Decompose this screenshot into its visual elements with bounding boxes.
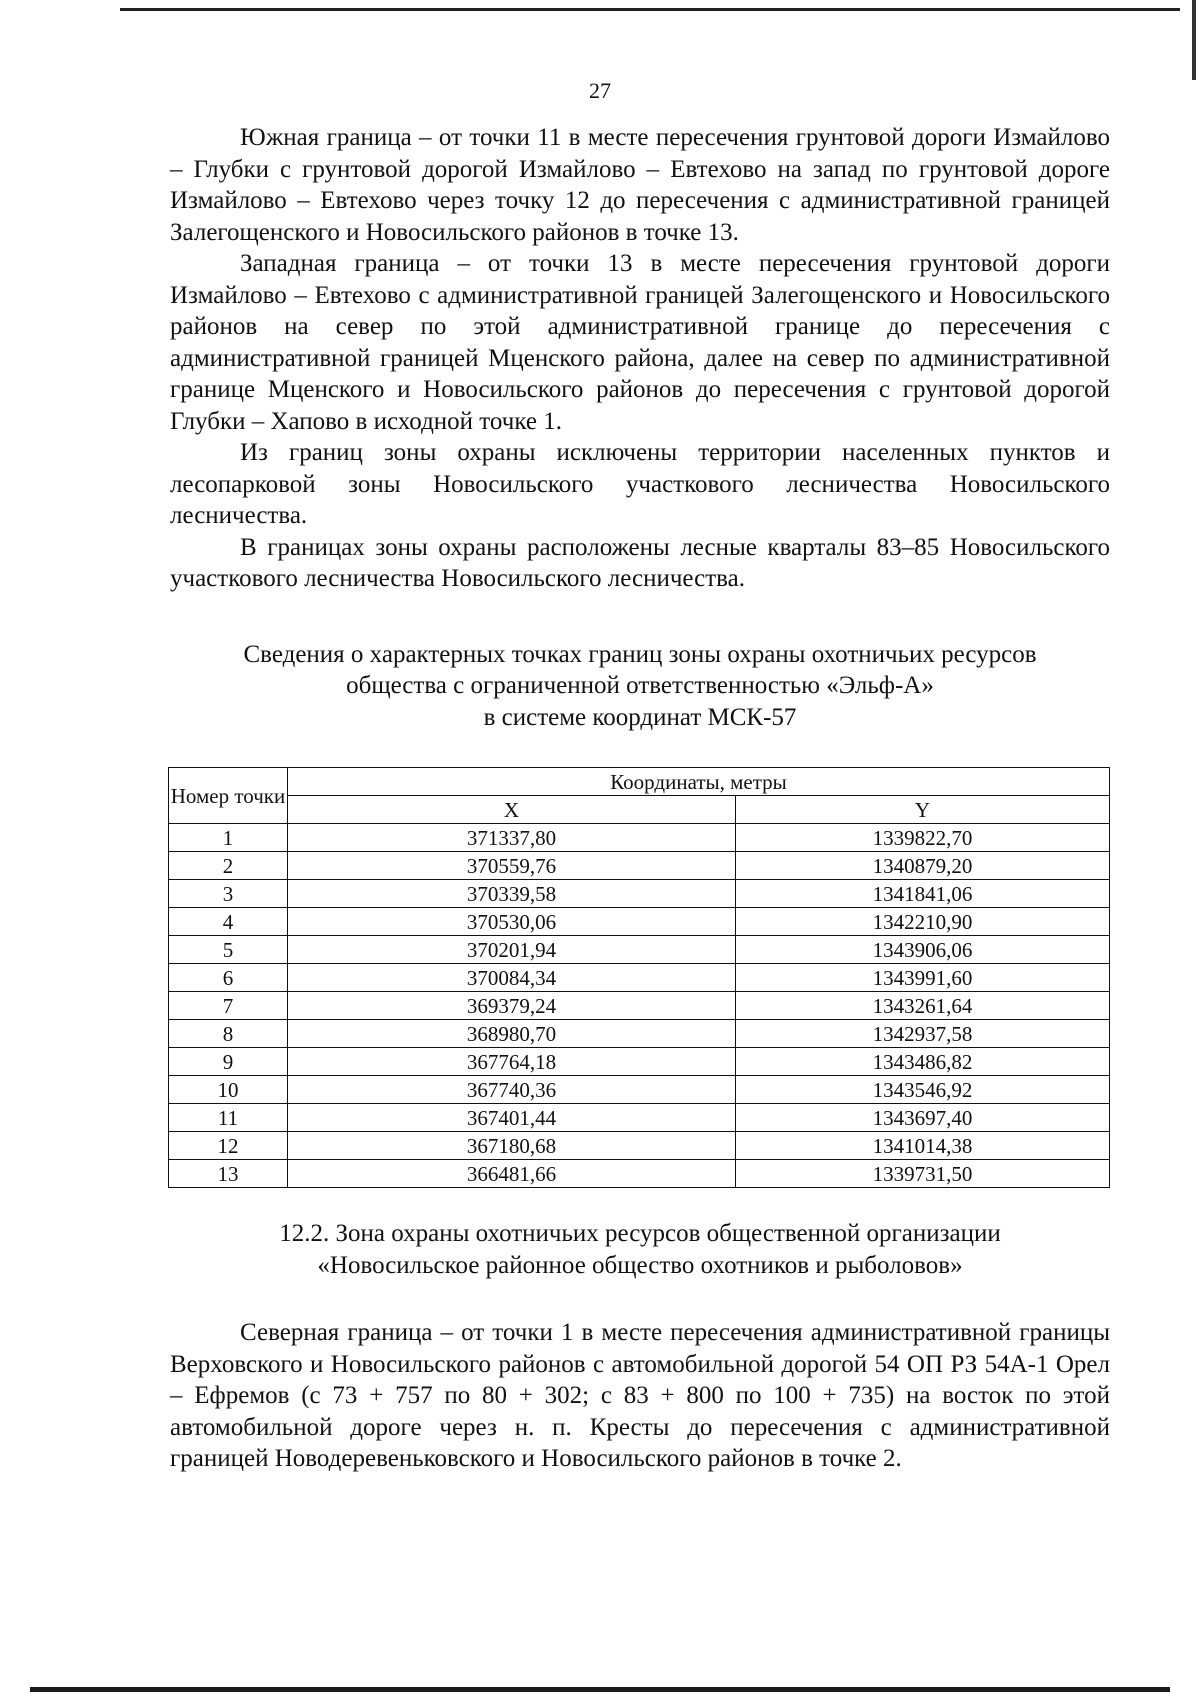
header-point-number: Номер точки — [169, 768, 288, 824]
table-row — [169, 880, 1110, 908]
cell-y: 1343906,06 — [736, 936, 1110, 964]
document-body — [170, 122, 1110, 1475]
cell-y: 1342210,90 — [736, 908, 1110, 936]
paragraph-north-border: Северная граница – от точки 1 в месте пересечения административной границы Верховского и Новосильского районов с автомобильной дорогой 54 ОП РЗ 54А-1 Орел – Ефремов (с 73 + 757 по 80 + 302; с 83 + 800 по 100 + 735) на восток по этой автомобильной дороге через н. п. Кресты до пересечения с административной границей Новодеревеньковского и Новосильского районов в точке 2. — [170, 1319, 1110, 1472]
table-header-row — [169, 768, 1110, 796]
table-row — [169, 1104, 1110, 1132]
cell-point-number: 5 — [169, 936, 288, 964]
table-row — [169, 1076, 1110, 1104]
cell-y: 1341014,38 — [736, 1132, 1110, 1160]
cell-x: 370339,58 — [288, 880, 736, 908]
cell-point-number: 4 — [169, 908, 288, 936]
cell-x: 367401,44 — [288, 1104, 736, 1132]
page-number: 27 — [589, 78, 611, 103]
section-heading-line: «Новосильское районное общество охотников и рыболовов» — [317, 1251, 963, 1279]
cell-point-number: 12 — [169, 1132, 288, 1160]
paragraph-forest-quarters: В границах зоны охраны расположены лесные кварталы 83–85 Новосильского участкового лесничества Новосильского лесничества. — [170, 533, 1110, 592]
cell-point-number: 2 — [169, 852, 288, 880]
paragraph-west-border: Западная граница – от точки 13 в месте пересечения грунтовой дороги Измайлово – Евтехово с административной границей Залегощенского и Новосильского районов на север по этой административной границе до пересечения с административной границей Мценского района, далее на север по административной границе Мценского и Новосильского районов до пересечения с грунтовой дорогой Глубки – Хапово в исходной точке 1. — [170, 250, 1110, 435]
table-row — [169, 1160, 1110, 1188]
scan-border-bottom — [30, 1687, 1170, 1692]
cell-point-number: 6 — [169, 964, 288, 992]
cell-y: 1343546,92 — [736, 1076, 1110, 1104]
cell-x: 367764,18 — [288, 1048, 736, 1076]
section-heading-line: 12.2. Зона охраны охотничьих ресурсов общественной организации — [279, 1220, 1001, 1247]
cell-y: 1343486,82 — [736, 1048, 1110, 1076]
cell-x: 370201,94 — [288, 936, 736, 964]
table-header-row — [169, 796, 1110, 824]
table-row — [169, 936, 1110, 964]
cell-y: 1343697,40 — [736, 1104, 1110, 1132]
cell-y: 1343261,64 — [736, 992, 1110, 1020]
table-body — [169, 824, 1110, 1188]
cell-x: 367180,68 — [288, 1132, 736, 1160]
table-row — [169, 1048, 1110, 1076]
cell-x: 370084,34 — [288, 964, 736, 992]
table-row — [169, 852, 1110, 880]
cell-x: 367740,36 — [288, 1076, 736, 1104]
header-x: X — [288, 796, 736, 824]
table-heading-line: в системе координат МСК-57 — [483, 703, 797, 731]
table-heading-line: общества с ограниченной ответственностью «Эльф-А» — [346, 672, 934, 699]
cell-point-number: 11 — [169, 1104, 288, 1132]
table-heading-line: Сведения о характерных точках границ зоны охраны охотничьих ресурсов — [243, 640, 1037, 668]
cell-point-number: 10 — [169, 1076, 288, 1104]
header-coordinates: Координаты, метры — [288, 768, 1110, 796]
scan-border-top — [120, 8, 1180, 11]
coordinates-table — [168, 767, 1110, 1188]
cell-y: 1340879,20 — [736, 852, 1110, 880]
table-row — [169, 908, 1110, 936]
cell-x: 368980,70 — [288, 1020, 736, 1048]
cell-x: 370559,76 — [288, 852, 736, 880]
cell-x: 369379,24 — [288, 992, 736, 1020]
cell-point-number: 9 — [169, 1048, 288, 1076]
table-row — [169, 1020, 1110, 1048]
paragraph-exclusions: Из границ зоны охраны исключены территории населенных пунктов и лесопарковой зоны Новосильского участкового лесничества Новосильского лесничества. — [170, 439, 1110, 529]
cell-y: 1339822,70 — [736, 824, 1110, 852]
cell-y: 1341841,06 — [736, 880, 1110, 908]
table-row — [169, 992, 1110, 1020]
cell-point-number: 7 — [169, 992, 288, 1020]
cell-y: 1339731,50 — [736, 1160, 1110, 1188]
cell-point-number: 1 — [169, 824, 288, 852]
table-heading — [170, 639, 1110, 734]
cell-point-number: 8 — [169, 1020, 288, 1048]
header-y: Y — [736, 796, 1110, 824]
cell-x: 371337,80 — [288, 824, 736, 852]
cell-y: 1343991,60 — [736, 964, 1110, 992]
cell-point-number: 3 — [169, 880, 288, 908]
cell-point-number: 13 — [169, 1160, 288, 1188]
table-row — [169, 824, 1110, 852]
paragraph-south-border: Южная граница – от точки 11 в месте пересечения грунтовой дороги Измайлово – Глубки с грунтовой дорогой Измайлово – Евтехово на запад по грунтовой дороге Измайлово – Евтехово через точку 12 до пересечения с административной границей Залегощенского и Новосильского районов в точке 13. — [170, 124, 1110, 246]
cell-x: 370530,06 — [288, 908, 736, 936]
cell-x: 366481,66 — [288, 1160, 736, 1188]
scan-border-right — [1192, 0, 1196, 80]
section-heading — [170, 1218, 1110, 1281]
cell-y: 1342937,58 — [736, 1020, 1110, 1048]
table-row — [169, 1132, 1110, 1160]
table-row — [169, 964, 1110, 992]
